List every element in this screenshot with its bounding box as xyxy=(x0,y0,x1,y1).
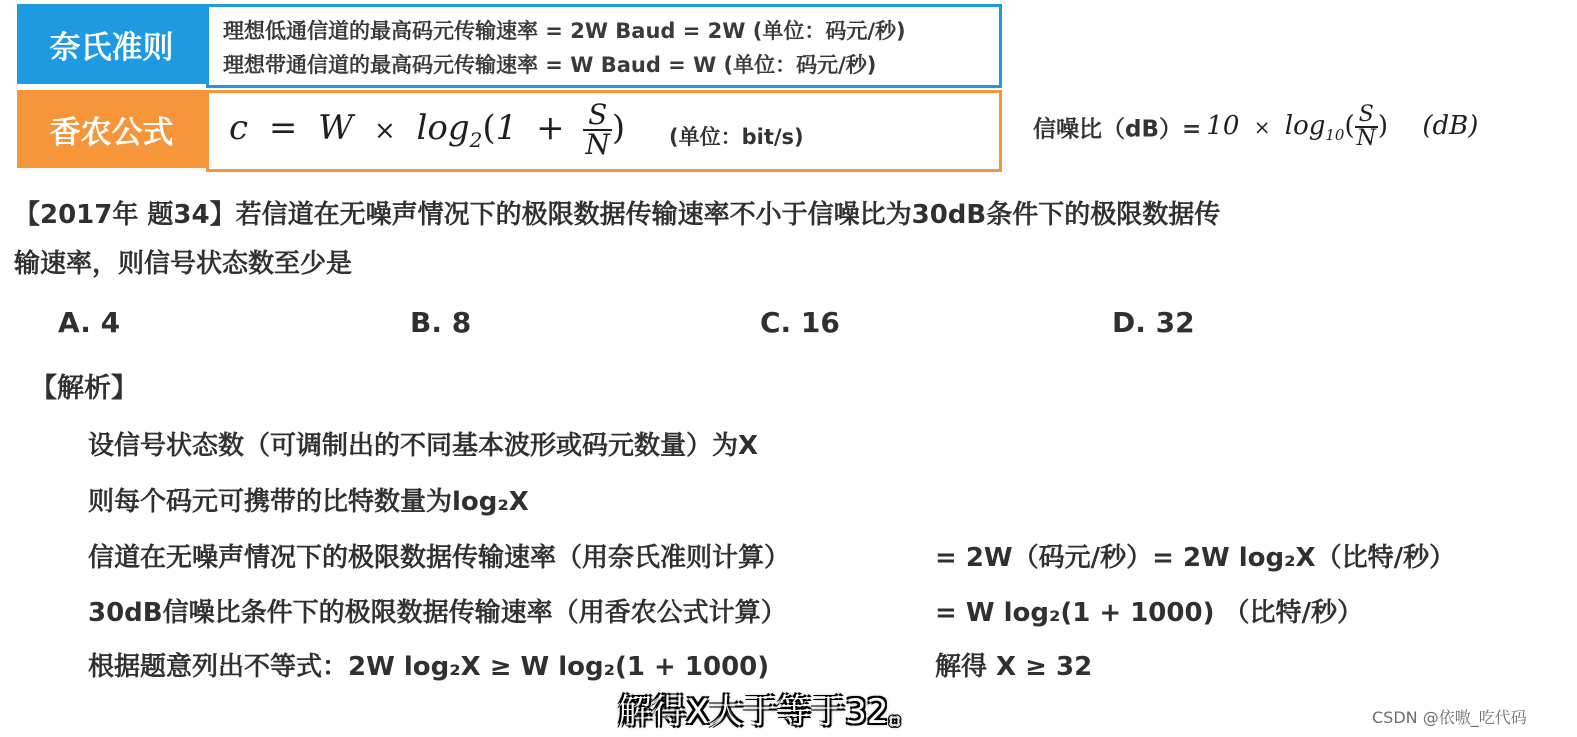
analysis-line-1: 设信号状态数（可调制出的不同基本波形或码元数量）为X xyxy=(88,431,759,461)
option-c[interactable]: C. 16 xyxy=(760,306,840,339)
shannon-close-paren: ) xyxy=(611,108,626,148)
snr-formula xyxy=(1033,104,1478,150)
option-b[interactable]: B. 8 xyxy=(410,306,472,339)
nyquist-lowpass-line: 理想低通信道的最高码元传输速率 = 2W Baud = 2W (单位：码元/秒) xyxy=(223,19,906,43)
video-subtitle: 解得X大于等于32。 xyxy=(618,692,923,732)
shannon-open-paren: ( xyxy=(482,108,496,148)
snr-fraction xyxy=(1355,104,1378,150)
snr-close-paren: ) xyxy=(1377,111,1389,141)
shannon-one: 1 xyxy=(495,108,518,148)
option-d[interactable]: D. 32 xyxy=(1112,306,1195,339)
analysis-line-2: 则每个码元可携带的比特数量为log₂X xyxy=(88,487,529,517)
shannon-formula-box xyxy=(206,90,1002,172)
shannon-signal: S xyxy=(588,98,608,131)
question-line-1: 【2017年 题34】若信道在无噪声情况下的极限数据传输速率不小于信噪比为30dB条件下的极限数据传 xyxy=(14,200,1221,230)
option-a[interactable]: A. 4 xyxy=(58,306,121,339)
nyquist-label: 奈氏准则 xyxy=(17,4,206,84)
shannon-equals: = xyxy=(268,108,298,148)
shannon-w: W xyxy=(318,108,354,148)
shannon-unit: (单位：bit/s) xyxy=(669,125,804,149)
nyquist-bandpass-line: 理想带通信道的最高码元传输速率 = W Baud = W (单位：码元/秒) xyxy=(223,53,877,77)
question-line-2: 输速率，则信号状态数至少是 xyxy=(14,249,353,279)
shannon-plus: + xyxy=(536,108,565,148)
shannon-fraction xyxy=(583,98,612,161)
analysis-line-4-right: = W log₂(1 + 1000) （比特/秒） xyxy=(935,598,1363,628)
shannon-c: c xyxy=(229,108,249,148)
snr-unit: (dB) xyxy=(1422,111,1479,141)
snr-log-base: 10 xyxy=(1325,126,1345,145)
snr-label: 信噪比（dB）= xyxy=(1033,116,1202,143)
snr-open-paren: ( xyxy=(1344,111,1355,141)
shannon-log: log xyxy=(416,108,470,148)
analysis-line-3-right: = 2W（码元/秒）= 2W log₂X（比特/秒） xyxy=(935,543,1456,573)
shannon-log-base: 2 xyxy=(469,127,483,152)
shannon-label: 香农公式 xyxy=(17,90,206,168)
snr-times: × xyxy=(1253,115,1271,139)
shannon-formula xyxy=(229,98,626,161)
shannon-times: × xyxy=(373,116,396,146)
analysis-line-5-right: 解得 X ≥ 32 xyxy=(935,652,1093,682)
snr-signal: S xyxy=(1358,102,1374,127)
analysis-line-4-left: 30dB信噪比条件下的极限数据传输速率（用香农公式计算） xyxy=(88,598,787,628)
snr-noise: N xyxy=(1356,126,1376,151)
csdn-watermark: CSDN @依嗷_吃代码 xyxy=(1372,708,1527,727)
nyquist-formula-box xyxy=(206,4,1002,88)
shannon-noise: N xyxy=(585,128,610,161)
snr-ten: 10 xyxy=(1206,111,1240,141)
analysis-line-3-left: 信道在无噪声情况下的极限数据传输速率（用奈氏准则计算） xyxy=(88,543,791,573)
analysis-heading: 【解析】 xyxy=(30,373,138,404)
analysis-line-5-left: 根据题意列出不等式：2W log₂X ≥ W log₂(1 + 1000) xyxy=(88,652,770,682)
snr-log: log xyxy=(1284,111,1326,141)
